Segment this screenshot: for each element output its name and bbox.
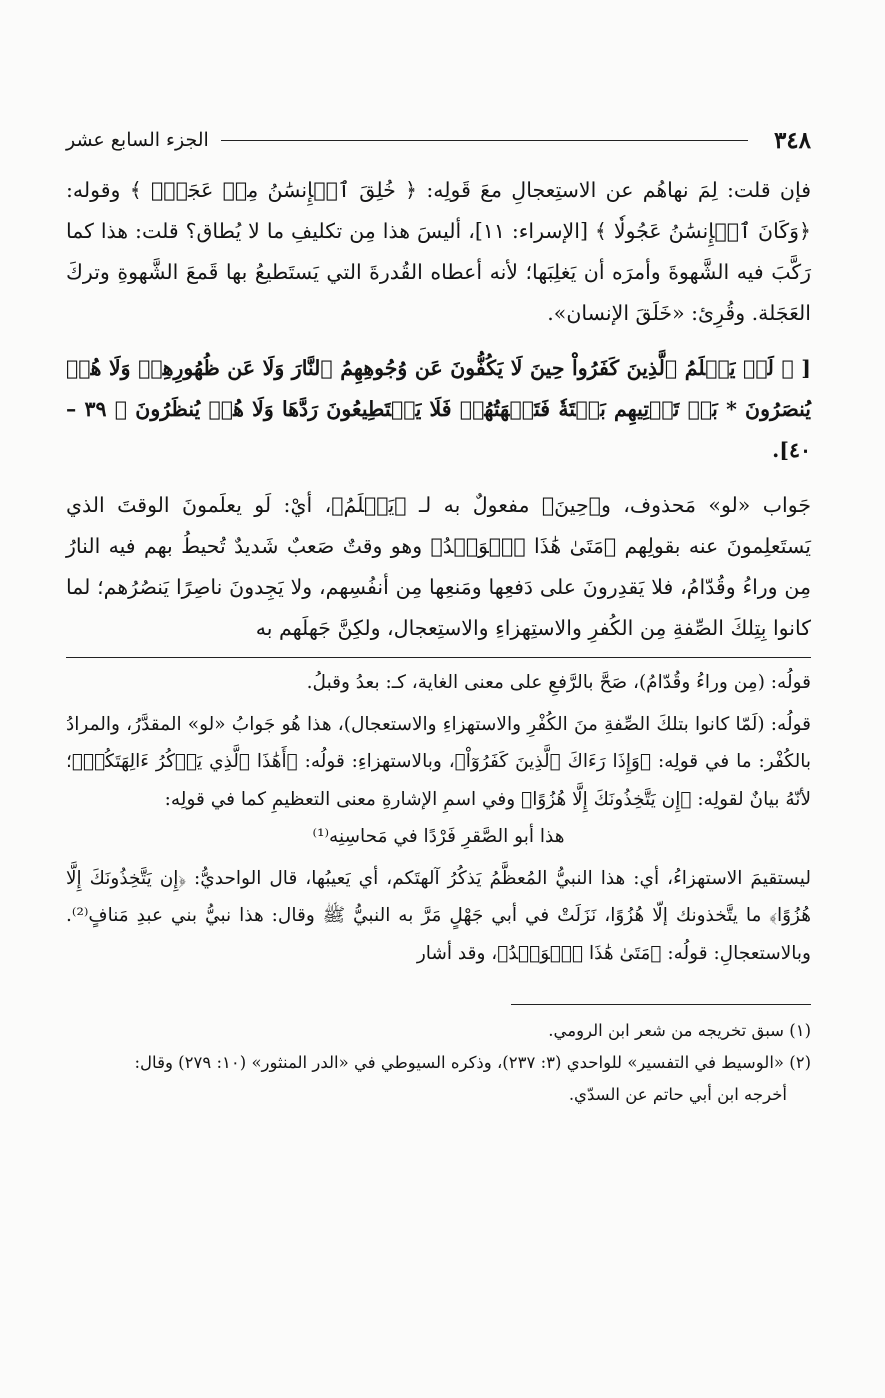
quran-verse: [ ﴿ لَوۡ يَعۡلَمُ ٱلَّذِينَ كَفَرُواْ حِينَ لَا يَكُفُّونَ عَن وُجُوهِهِمُ ٱلنَّارَ وَلَا عَن ظُهُورِهِمۡ وَلَا هُمۡ يُنصَرُونَ * بَلۡ تَأۡتِيهِم بَغۡتَةٗ فَتَبۡهَتُهُمۡ فَلَا يَسۡتَطِيعُونَ رَدَّهَا وَلَا هُمۡ يُنظَرُونَ ﴾ ٣٩ – ٤٠]. (66, 356, 811, 462)
book-page (66, 120, 811, 1111)
page-header (66, 120, 811, 160)
part-title: الجزء السابع عشر (66, 129, 209, 151)
footnote-1: (١) سبق تخريجه من شعر ابن الرومي. (548, 1021, 811, 1040)
header-rule (221, 140, 748, 141)
note-paragraph: ليستقيمَ الاستهزاءُ، أي: هذا النبيُّ المُعظَّمُ يَذكُرُ آلهتَكم، أي يَعيبُها، قال الواحديُّ: ﴿إِن يَتَّخِذُونَكَ إِلَّا هُزُوًا﴾ ما يتَّخذونك إلّا هُزُوًا، نَزَلَتْ في أبي جَهْلٍ مَرَّ به النبيُّ ﷺ وقال: هذا نبيُّ بني عبدِ مَنافٍ⁽²⁾. وبالاستعجالِ: قولُه: ﴿مَتَىٰ هَٰذَا ٱلۡوَعۡدُ﴾، وقد أشار (66, 867, 811, 964)
paragraph-question: فإن قلت: لِمَ نهاهُم عن الاستِعجالِ معَ قَولِه: ﴿ خُلِقَ ٱلۡإِنسَٰنُ مِنۡ عَجَلٍۚ ﴾ وقوله: ﴿وَكَانَ ٱلۡإِنسَٰنُ عَجُولٗا ﴾ [الإسراء: ١١]، أليسَ هذا مِن تكليفِ ما لا يُطاق؟ قلت: هذا كما رَكَّبَ فيه الشَّهوةَ وأمرَه أن يَغلِبَها؛ لأنه أعطاه القُدرةَ التي يَستَطيعُ بها قَمعَ الشَّهوةِ وتركَ العَجَلة. وقُرِئ: «خَلَقَ الإنسان». (66, 178, 811, 325)
note-paragraph: قولُه: (لَمّا كانوا بتلكَ الصِّفةِ منَ الكُفْرِ والاستهزاءِ والاستعجال)، هذا هُو جَوابُ «لو» المقدَّرُ، والمرادُ بالكُفْر: ما في قولِه: ﴿وَإِذَا رَءَاكَ ٱلَّذِينَ كَفَرُوٓاْ﴾، وبالاستهزاءِ: قولُه: ﴿أَهَٰذَا ٱلَّذِي يَذۡكُرُ ءَالِهَتَكُمۡ﴾؛ لأنّهُ بيانٌ لقولِه: ﴿إِن يَتَّخِذُونَكَ إِلَّا هُزُوًا﴾ وفي اسمِ الإشارةِ معنى التعظيمِ كما في قولِه: (66, 713, 811, 810)
page-number: ٣٤٨ (773, 126, 811, 154)
footnote-2: (٢) «الوسيط في التفسير» للواحدي (٣: ٢٣٧)، وذكره السيوطي في «الدر المنثور» (١٠: ٢٧٩) وقال: (134, 1053, 811, 1072)
section-divider (66, 657, 811, 658)
note-paragraph: قولُه: (مِن وراءُ وقُدّامُ)، صَحَّ بالرَّفعِ على معنى الغاية، كـ: بعدُ وقبلُ. (306, 672, 811, 693)
main-text (66, 170, 811, 649)
paragraph-commentary: جَواب «لو» مَحذوف، و﴿حِينَ﴾ مفعولٌ به لـ ﴿يَعۡلَمُ﴾، أيْ: لَو يعلَمونَ الوقتَ الذي يَستَعلِمونَ عنه بقولِهم ﴿مَتَىٰ هَٰذَا ٱلۡوَعۡدُ﴾ وهو وقتٌ صَعبٌ شَديدٌ تُحيطُ بهم فيه النارُ مِن وراءُ وقُدّامُ، فلا يَقدِرونَ على دَفعِها ومَنعِها مِن أنفُسِهم، ولا يَجِدونَ ناصِرًا يَنصُرُهم؛ لما كانوا بِتِلكَ الصِّفةِ مِن الكُفرِ والاستِهزاءِ والاستِعجال، ولكِنَّ جَهلَهم به (66, 493, 811, 640)
footnotes (66, 1015, 811, 1111)
poem-line: هذا أبو الصَّقرِ فَرْدًا في مَحاسِنِه⁽¹⁾ (312, 826, 565, 847)
marginal-notes (66, 664, 811, 972)
footnote-rule (511, 1004, 811, 1005)
footnote-2-continuation: أخرجه ابن أبي حاتم عن السدّي. (568, 1085, 787, 1104)
